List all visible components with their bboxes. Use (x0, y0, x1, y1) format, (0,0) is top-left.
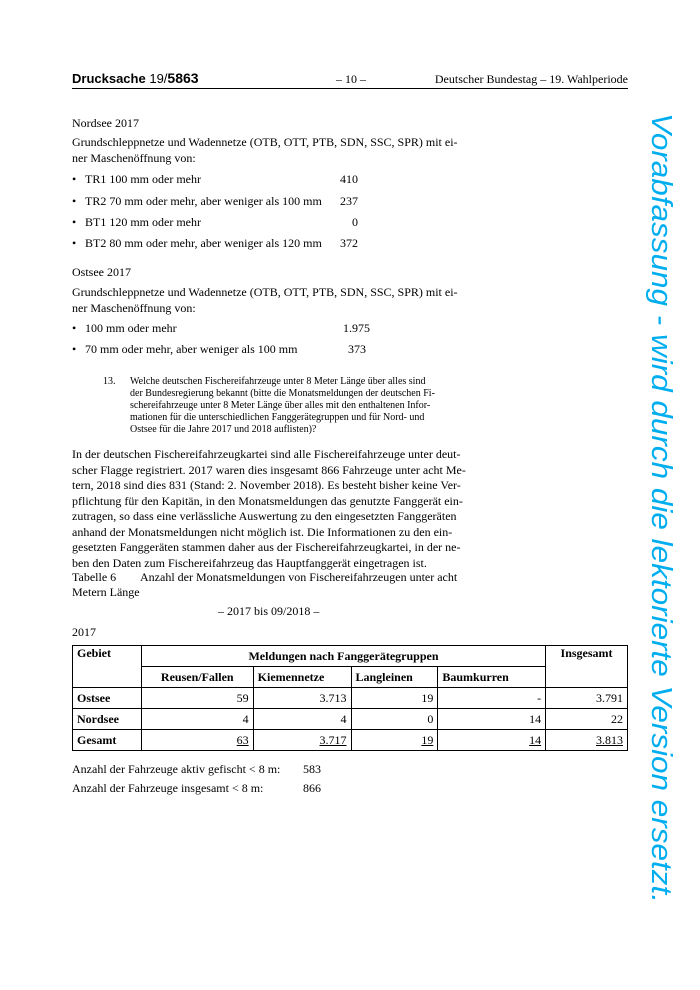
row-header: Nordsee (73, 709, 142, 730)
answer-line: zutragen, so dass eine verlässliche Auswertung zu den eingesetzten Fanggeräten (72, 509, 457, 523)
nordsee-heading: Nordsee 2017 (72, 116, 139, 130)
table-label: Tabelle 6 (72, 570, 117, 584)
table-cell: 4 (141, 709, 253, 730)
table-cell: 22 (546, 709, 628, 730)
table-title-line1: Anzahl der Monatsmeldungen von Fischereifahrzeugen unter acht (140, 570, 458, 584)
table-title-line2: Metern Länge (72, 585, 140, 599)
table-year: 2017 (72, 625, 96, 639)
column-header-gebiet: Gebiet (73, 646, 142, 688)
column-header: Reusen/Fallen (141, 667, 253, 688)
table-cell: 4 (253, 709, 351, 730)
watermark-svg (638, 108, 686, 908)
doc-number: 5863 (167, 70, 199, 86)
table-cell: 19 (351, 730, 438, 751)
answer-line: scher Flagge registriert. 2017 waren dies insgesamt 866 Fahrzeuge unter acht Me- (72, 462, 466, 477)
ostsee-intro-line1: Grundschleppnetze und Wadennetze (OTB, OTT, PTB, SDN, SSC, SPR) mit ei- (72, 285, 458, 299)
table-cell: 0 (351, 709, 438, 730)
data-table (72, 645, 628, 751)
question-text (130, 376, 472, 436)
table-row (73, 709, 628, 730)
list-item-value: 1.975 (343, 321, 370, 335)
row-header: Gesamt (73, 730, 142, 751)
answer-line: pflichtung für den Kapitän, in den Monatsmeldungen das genutzte Fanggerät ein- (72, 493, 463, 508)
table-cell: 3.791 (546, 688, 628, 709)
doc-number-prefix: 19/ (149, 71, 168, 86)
column-header: Kiemennetze (253, 667, 351, 688)
summary-value: 583 (303, 762, 321, 776)
ostsee-intro-line2: ner Maschenöffnung von: (72, 301, 196, 315)
ostsee-heading: Ostsee 2017 (72, 265, 131, 279)
doc-type: Drucksache (72, 71, 146, 86)
column-header: Baumkurren (438, 667, 546, 688)
table-header-row (73, 646, 628, 667)
column-header: Langleinen (351, 667, 438, 688)
summary-value: 866 (303, 781, 321, 795)
nordsee-intro-line2: ner Maschenöffnung von: (72, 151, 196, 165)
page-number: – 10 – (336, 72, 366, 86)
table-period: – 2017 bis 09/2018 – (218, 604, 320, 618)
table-row (73, 730, 628, 751)
question-line: der Bundesregierung bekannt (bitte die Monatsmeldungen der deutschen Fi- (130, 388, 435, 399)
draft-watermark (638, 108, 686, 908)
table-cell: 63 (141, 730, 253, 751)
table-cell: 3.813 (546, 730, 628, 751)
answer-line: tern, 2018 sind dies 831 (Stand: 2. November 2018). Es besteht bisher keine Ver- (72, 478, 461, 492)
table-cell: 3.717 (253, 730, 351, 751)
column-header-group: Meldungen nach Fanggerätegruppen (141, 646, 545, 667)
answer-line: gesetzten Fanggeräten stammen daher aus der Fischereifahrzeugkartei, in der ne- (72, 540, 461, 554)
watermark-text: Vorabfassung - wird durch die lektorierte Version ersetzt. (645, 113, 677, 842)
answer-line: In der deutschen Fischereifahrzeugkartei sind alle Fischereifahrzeuge unter deut- (72, 447, 461, 461)
question-line: Ostsee für die Jahre 2017 und 2018 auflisten)? (130, 424, 317, 435)
table-cell: 19 (351, 688, 438, 709)
nordsee-intro-line1: Grundschleppnetze und Wadennetze (OTB, OTT, PTB, SDN, SSC, SPR) mit ei- (72, 135, 458, 149)
column-header-total: Insgesamt (546, 646, 628, 688)
answer-paragraph (72, 447, 472, 571)
table-cell: 14 (438, 709, 546, 730)
table-row (73, 688, 628, 709)
answer-line: ben den Daten zum Fischereifahrzeug das Hauptfanggerät eingetragen ist. (72, 555, 427, 570)
question-number: 13. (103, 376, 116, 387)
list-item-value: 237 (340, 194, 358, 208)
list-item-value: 372 (340, 236, 358, 250)
table-cell: - (438, 688, 546, 709)
table-cell: 14 (438, 730, 546, 751)
table-cell: 3.713 (253, 688, 351, 709)
publisher: Deutscher Bundestag – 19. Wahlperiode (434, 72, 628, 86)
summary-label: Anzahl der Fahrzeuge insgesamt < 8 m: (72, 781, 264, 795)
list-item-value: 373 (348, 342, 366, 356)
question-line: Welche deutschen Fischereifahrzeuge unter 8 Meter Länge über alles sind (130, 376, 426, 387)
row-header: Ostsee (73, 688, 142, 709)
answer-line: anhand der Monatsmeldungen nicht möglich ist. Die Informationen zu den ein- (72, 524, 453, 539)
document-id (72, 70, 199, 86)
table-subheader-row (73, 667, 628, 688)
list-item-value: 0 (352, 215, 358, 229)
question-line: mationen für die unterschiedlichen Fanggerätegruppen und für Nord- und (130, 412, 425, 423)
table-cell: 59 (141, 688, 253, 709)
list-item-value: 410 (340, 172, 358, 186)
question-line: schereifahrzeuge unter 8 Meter Länge über alles mit den enthaltenen Infor- (130, 400, 431, 411)
summary-label: Anzahl der Fahrzeuge aktiv gefischt < 8 m: (72, 762, 281, 776)
header-rule (72, 88, 628, 89)
